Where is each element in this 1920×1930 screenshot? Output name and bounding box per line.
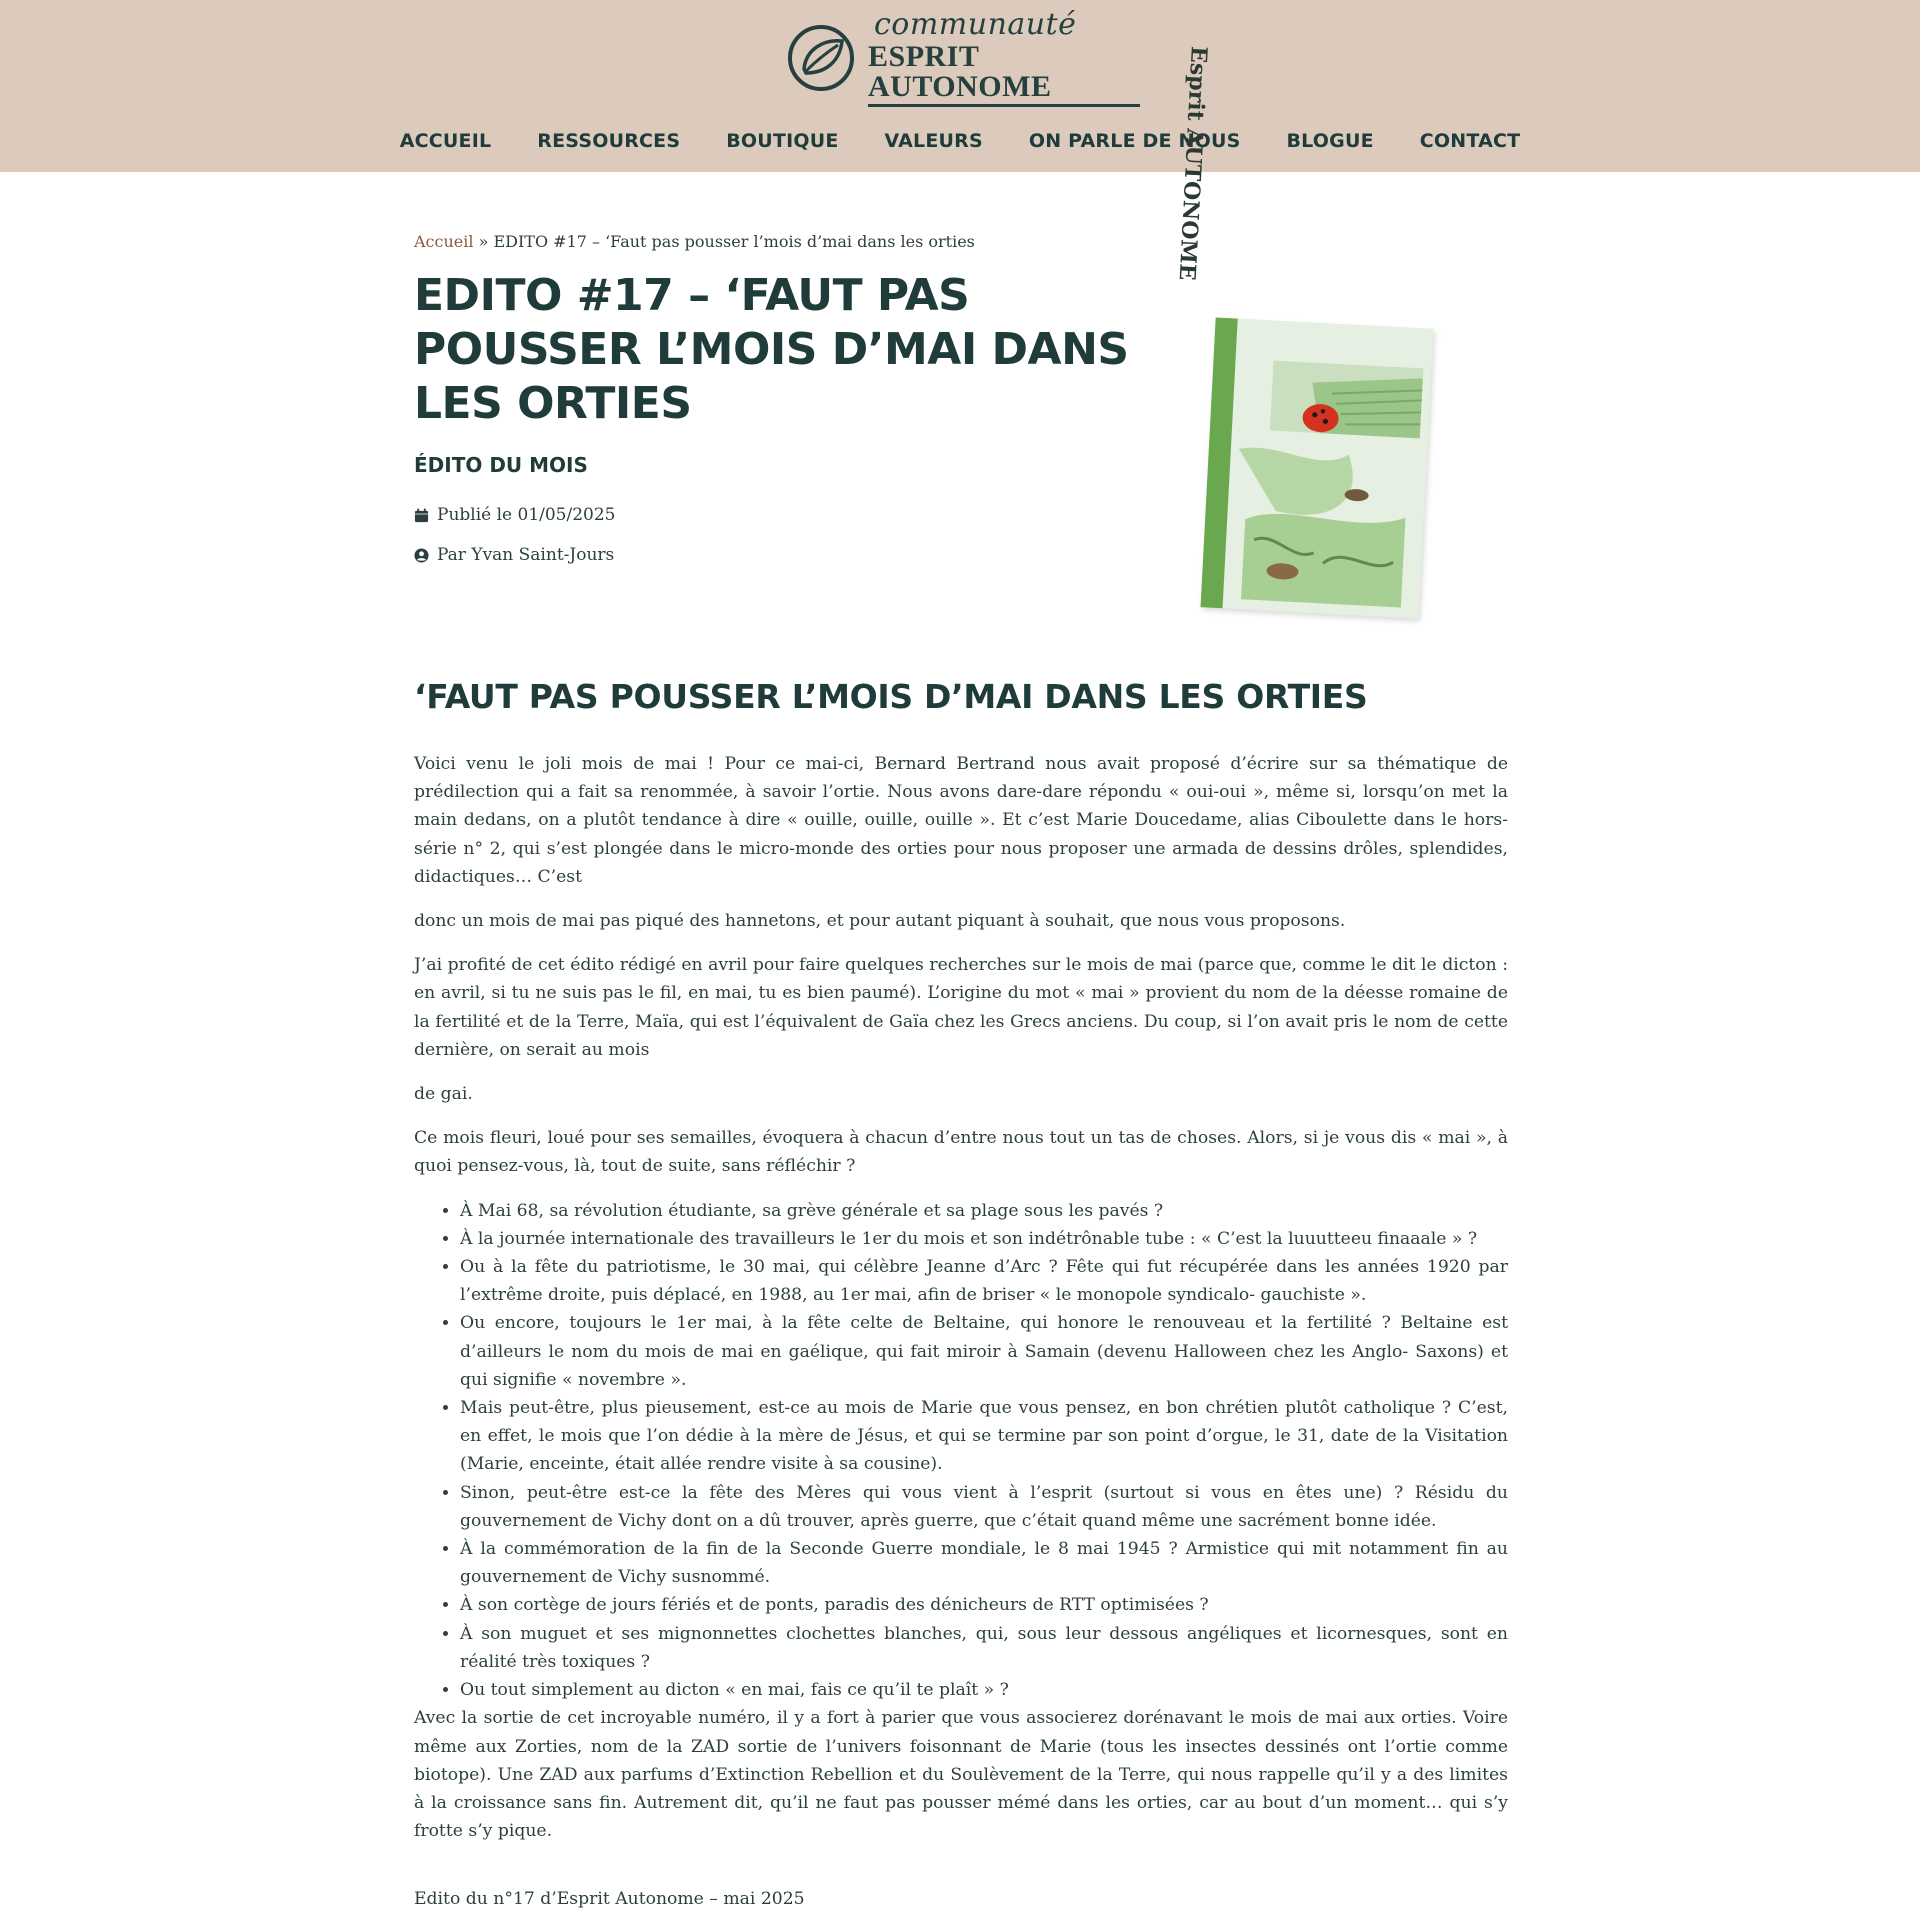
article-paragraph: donc un mois de mai pas piqué des hannetons, et pour autant piquant à souhait, que nous vous proposons.	[414, 911, 1346, 932]
calendar-icon	[414, 508, 429, 523]
leaf-logo-icon	[784, 21, 858, 95]
nav-ressources[interactable]: RESSOURCES	[537, 130, 681, 152]
article-list	[414, 1197, 1508, 1705]
article-signoff: Edito du n°17 d’Esprit Autonome – mai 2025	[414, 1889, 805, 1910]
page-title: EDITO #17 – ‘FAUT PAS POUSSER L’MOIS D’MAI DANS LES ORTIES	[414, 270, 1129, 429]
article-paragraph: Avec la sortie de cet incroyable numéro, il y a fort à parier que vous associerez dorénavant le mois de mai aux orties. Voire même aux Zorties, nom de la ZAD sortie de l’univers foisonnant de Marie (tous les insectes dessinés ont l’ortie comme biotope). Une ZAD aux parfums d’Extinction Rebellion et du Soulèvement de la Terre, qui nous rappelle qu’il y a des limites à la croissance sans fin. Autrement dit, qu’il ne faut pas pousser mémé dans les orties, car au bout d’un moment… qui s’y frotte s’y pique.	[414, 1708, 1508, 1842]
nav-contact[interactable]: CONTACT	[1419, 130, 1521, 152]
logo-line-community: communauté	[874, 6, 1077, 42]
list-item: • À Mai 68, sa révolution étudiante, sa grève générale et sa plage sous les pavés ?	[460, 1197, 1508, 1225]
nav-boutique[interactable]: BOUTIQUE	[726, 130, 839, 152]
list-item: • Ou à la fête du patriotisme, le 30 mai, qui célèbre Jeanne d’Arc ? Fête qui fut récupérée dans les années 1920 par l’extrême droite, puis déplacé, en 1988, au 1er mai, afin de briser « le monopole syndicalo- gauchiste ».	[460, 1253, 1508, 1309]
article-paragraph: de gai.	[414, 1084, 473, 1105]
post-category[interactable]: ÉDITO DU MOIS	[414, 453, 588, 477]
article-paragraph: J’ai profité de cet édito rédigé en avril pour faire quelques recherches sur le mois de mai (parce que, comme le dit le dicton : en avril, si tu ne suis pas le fil, en mai, tu es bien paumé). L’origine du mot « mai » provient du nom de la déesse romaine de la fertilité et de la Terre, Maïa, qui est l’équivalent de Gaïa chez les Grecs anciens. Du coup, si l’on avait pris le nom de cette dernière, on serait au mois	[414, 955, 1508, 1060]
nav-blogue[interactable]: BLOGUE	[1286, 130, 1374, 152]
list-item: • À son muguet et ses mignonnettes clochettes blanches, qui, sous leur dessous angéliques et licornesques, sont en réalité très toxiques ?	[460, 1620, 1508, 1676]
breadcrumb	[414, 232, 1508, 251]
article-paragraph: Ce mois fleuri, loué pour ses semailles, évoquera à chacun d’entre nous tout un tas de choses. Alors, si je vous dis « mai », à quoi pensez-vous, là, tout de suite, sans réfléchir ?	[414, 1128, 1508, 1177]
nav-valeurs[interactable]: VALEURS	[884, 130, 983, 152]
breadcrumb-separator: »	[473, 232, 494, 251]
article-heading: ‘FAUT PAS POUSSER L’MOIS D’MAI DANS LES ORTIES	[414, 677, 1368, 716]
article-paragraph: Voici venu le joli mois de mai ! Pour ce mai-ci, Bernard Bertrand nous avait proposé d’écrire sur sa thématique de prédilection qui a fait sa renommée, à savoir l’ortie. Nous avons dare-dare répondu « oui-oui », même si, lorsqu’on met la main dedans, on a plutôt tendance à dire « ouille, ouille, ouille ». Et c’est Marie Doucedame, alias Ciboulette dans le hors-série n° 2, qui s’est plongée dans le micro-monde des orties pour nous proposer une armada de dessins drôles, splendides, didactiques… C’est	[414, 754, 1508, 887]
post-author: Par Yvan Saint-Jours	[437, 545, 615, 565]
post-meta	[414, 495, 1174, 575]
logo-line-brand: ESPRIT AUTONOME	[868, 42, 1140, 107]
site-logo[interactable]	[784, 6, 1140, 103]
list-item: • À son cortège de jours fériés et de ponts, paradis des dénicheurs de RTT optimisées ?	[460, 1591, 1508, 1619]
list-item: • Sinon, peut-être est-ce la fête des Mères qui vous vient à l’esprit (surtout si vous en êtes une) ? Résidu du gouvernement de Vichy dont on a dû trouver, après guerre, que c’était quand même une sacrément bonne idée.	[460, 1479, 1508, 1535]
main-nav	[0, 130, 1920, 152]
breadcrumb-home-link[interactable]: Accueil	[414, 232, 474, 251]
site-header	[0, 0, 1920, 172]
list-item: • À la journée internationale des travailleurs le 1er du mois et son indétrônable tube : « C’est la luuutteeu finaaale » ?	[460, 1225, 1508, 1253]
list-item: • Mais peut-être, plus pieusement, est-ce au mois de Marie que vous pensez, en bon chrétien plutôt catholique ? C’est, en effet, le mois que l’on dédie à la mère de Jésus, et qui se termine par son point d’orgue, le 31, date de la Visitation (Marie, enceinte, était allée rendre visite à sa cousine).	[460, 1394, 1508, 1479]
nav-accueil[interactable]: ACCUEIL	[399, 130, 492, 152]
nav-on-parle-de-nous[interactable]: ON PARLE DE NOUS	[1028, 130, 1241, 152]
list-item: • Ou encore, toujours le 1er mai, à la fête celte de Beltaine, qui honore le renouveau et la fertilité ? Beltaine est d’ailleurs le nom du mois de mai en gaélique, qui fait miroir à Samain (devenu Halloween chez les Anglo- Saxons) et qui signifie « novembre ».	[460, 1309, 1508, 1394]
published-date: Publié le 01/05/2025	[437, 505, 616, 525]
list-item: • À la commémoration de la fin de la Seconde Guerre mondiale, le 8 mai 1945 ? Armistice qui mit notamment fin au gouvernement de Vichy susnommé.	[460, 1535, 1508, 1591]
user-circle-icon	[414, 548, 429, 563]
breadcrumb-current: EDITO #17 – ‘Faut pas pousser l’mois d’mai dans les orties	[493, 232, 975, 251]
cover-title: Esprit AUTONOME	[1173, 45, 1212, 282]
article-body	[414, 750, 1508, 1914]
list-item: • Ou tout simplement au dicton « en mai, fais ce qu’il te plaît » ?	[460, 1676, 1508, 1704]
